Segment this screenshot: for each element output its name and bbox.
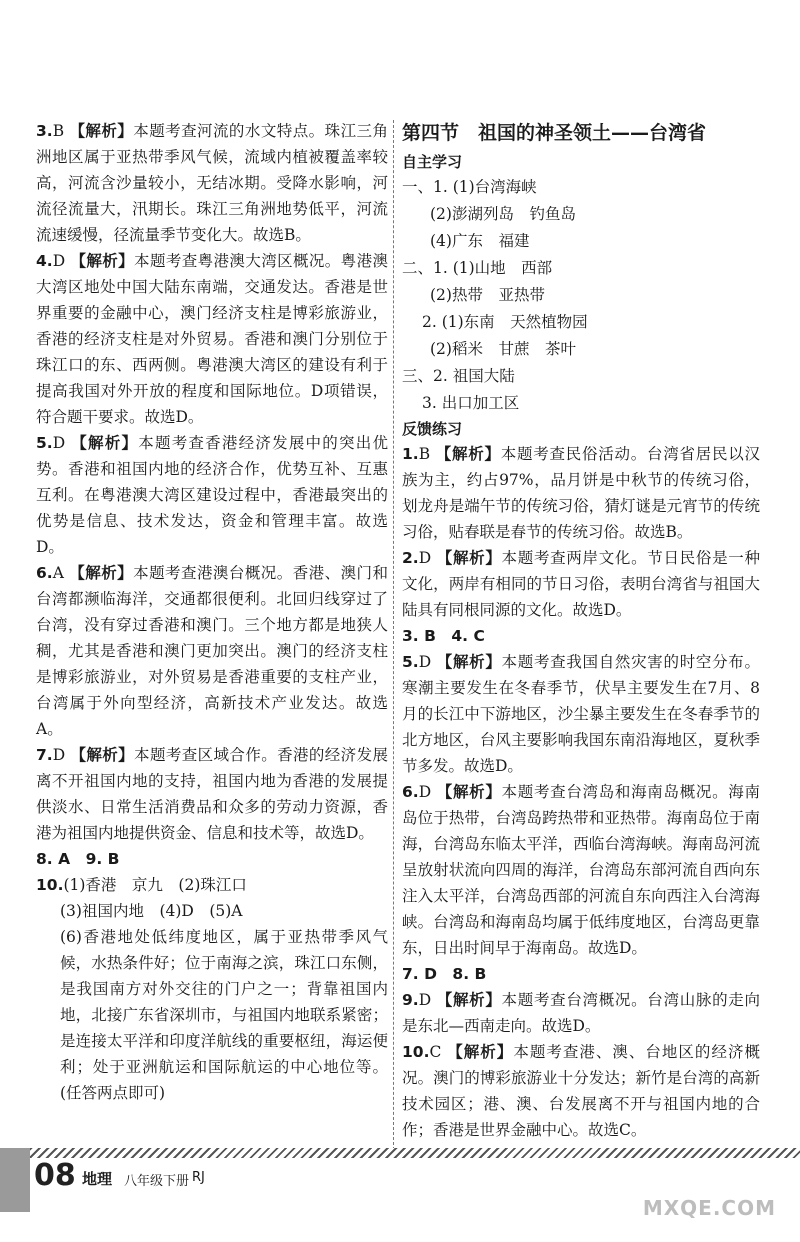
analysis-text: 本题考查两岸文化。节日民俗是一种文化，两岸有相同的节日习俗，表明台湾省与祖国大陆具有同根同源的文化。故选D。	[402, 549, 760, 619]
answer-number: 7.	[36, 746, 53, 764]
answer-number: 1.	[402, 445, 419, 463]
self-study-answer: (2)热带 亚热带	[430, 286, 545, 304]
analysis-tag: 【解析】	[71, 434, 139, 452]
analysis-text: 本题考查粤港澳大湾区概况。粤港澳大湾区地处中国大陆东南端，交通发达。香港是世界重要的金融中心，澳门经济支柱是博彩旅游业，香港的经济支柱是对外贸易。香港和澳门分别位于珠江口的东、西两侧。粤港澳大湾区的建设有利于提高我国对外开放的程度和国际地位。D项错误，符合题干要求。故选D。	[36, 252, 388, 426]
footer-gray-block	[0, 1148, 30, 1212]
analysis-tag: 【解析】	[436, 783, 502, 801]
answer-7	[36, 742, 388, 846]
answer-number: 6.	[402, 783, 419, 801]
analysis-text: 本题考查台湾概况。台湾山脉的走向是东北—西南走向。故选D。	[402, 991, 760, 1035]
answer-choice: D	[418, 653, 432, 671]
analysis-tag: 【解析】	[435, 445, 501, 463]
feedback-answer-6	[402, 779, 760, 961]
analysis-text: 本题考查港澳台概况。香港、澳门和台湾都濒临海洋，交通都很便利。北回归线穿过了台湾，没有穿过香港和澳门。三个地方都是地狭人稠，尤其是香港和澳门更加突出。澳门的经济支柱是博彩旅游业，对外贸易是香港重要的支柱产业，台湾属于外向型经济，高新技术产业发达。故选A。	[36, 564, 388, 738]
self-study-answer: 二、1. (1)山地 西部	[402, 259, 553, 277]
feedback-answer-10	[402, 1039, 760, 1143]
answer-5	[36, 430, 388, 560]
answer-6	[36, 560, 388, 742]
answer-number: 5.	[402, 653, 419, 671]
feedback-answer-7-8: 7. D 8. B	[402, 965, 487, 983]
answer-number: 5.	[36, 434, 53, 452]
feedback-answer-5	[402, 649, 760, 779]
self-study-answer: 3. 出口加工区	[422, 394, 520, 412]
self-study-answer: (2)澎湖列岛 钓鱼岛	[430, 205, 576, 223]
page-number: 08	[34, 1158, 76, 1193]
answer-10-line-2: (3)祖国内地 (4)D (5)A	[60, 902, 243, 920]
footer-edition: RJ	[192, 1170, 205, 1185]
right-column	[402, 118, 760, 1143]
analysis-text: 本题考查香港经济发展中的突出优势。香港和祖国内地的经济合作，优势互补、互惠互利。在粤港澳大湾区建设过程中，香港最突出的优势是信息、技术发达，资金和管理丰富。故选D。	[36, 434, 388, 556]
feedback-answer-1	[402, 441, 760, 545]
answer-10-line-3: (6)香港地处低纬度地区，属于亚热带季风气候，水热条件好；位于南海之滨，珠江口东侧，是我国南方对外交往的门户之一；背靠祖国内地，北接广东省深圳市，与祖国内地联系紧密；是连接太平洋和印度洋航线的重要枢纽，海运便利；处于亚洲航运和国际航运的中心地位等。(任答两点即可)	[60, 928, 388, 1102]
answer-choice: B	[52, 122, 65, 140]
feedback-answer-3-4: 3. B 4. C	[402, 627, 485, 645]
feedback-heading: 反馈练习	[402, 420, 463, 438]
analysis-text: 本题考查台湾岛和海南岛概况。海南岛位于热带，台湾岛跨热带和亚热带。海南岛位于南海，台湾岛东临太平洋，西临台湾海峡。海南岛河流呈放射状流向四周的海洋，台湾岛东部河流自西向东注入太平洋，台湾岛西部的河流自东向西注入台湾海峡。台湾岛和海南岛均属于低纬度地区，台湾岛更靠东，日出时间早于海南岛。故选D。	[402, 783, 760, 957]
answer-choice: A	[52, 564, 64, 582]
answer-number: 9.	[402, 991, 419, 1009]
self-study-answer: (4)广东 福建	[430, 232, 530, 250]
answer-number: 10.	[36, 876, 64, 894]
analysis-tag: 【解析】	[70, 252, 135, 270]
answer-choice: D	[418, 783, 432, 801]
analysis-text: 本题考查河流的水文特点。珠江三角洲地区属于亚热带季风气候，流域内植被覆盖率较高，河流含沙量较小，无结冰期。受降水影响，河流径流量大，汛期长。珠江三角洲地势低平，河流流速缓慢，径流量季节变化大。故选B。	[36, 122, 388, 244]
footer-subject: 地理	[82, 1170, 113, 1188]
answer-3	[36, 118, 388, 248]
answer-8-9: 8. A 9. B	[36, 850, 120, 868]
analysis-tag: 【解析】	[70, 746, 135, 764]
analysis-tag: 【解析】	[69, 122, 134, 140]
answer-choice: D	[418, 549, 432, 567]
analysis-text: 本题考查港、澳、台地区的经济概况。澳门的博彩旅游业十分发达；新竹是台湾的高新技术园区；港、澳、台发展离不开与祖国内地的合作；香港是世界金融中心。故选C。	[402, 1043, 760, 1139]
footer-grade: 八年级下册	[124, 1174, 190, 1189]
analysis-tag: 【解析】	[436, 991, 502, 1009]
analysis-text: 本题考查区域合作。香港的经济发展离不开祖国内地的支持，祖国内地为香港的发展提供淡水、日常生活消费品和众多的劳动力资源，香港为祖国内地提供资金、信息和技术等，故选D。	[36, 746, 388, 842]
analysis-tag: 【解析】	[447, 1043, 514, 1061]
self-study-answer: 三、2. 祖国大陆	[402, 367, 515, 385]
self-study-answer: 2. (1)东南 天然植物园	[422, 313, 588, 331]
answer-choice: D	[52, 252, 66, 270]
column-divider	[393, 120, 394, 1150]
section-title: 第四节 祖国的神圣领土——台湾省	[402, 122, 707, 144]
answer-choice: B	[418, 445, 431, 463]
left-column	[36, 118, 388, 1106]
answer-choice: D	[418, 991, 432, 1009]
answer-4	[36, 248, 388, 430]
answer-10-line-1: (1)香港 京九 (2)珠江口	[63, 876, 247, 894]
analysis-tag: 【解析】	[436, 653, 502, 671]
answer-choice: D	[52, 746, 66, 764]
answer-choice: D	[52, 434, 66, 452]
analysis-tag: 【解析】	[436, 549, 502, 567]
self-study-heading: 自主学习	[402, 153, 463, 171]
answer-number: 6.	[36, 564, 53, 582]
analysis-text: 本题考查民俗活动。台湾省居民以汉族为主，约占97%，品月饼是中秋节的传统习俗，划龙舟是端午节的传统习俗，猜灯谜是元宵节的传统习俗，贴春联是春节的传统习俗。故选B。	[402, 445, 760, 541]
answer-number: 2.	[402, 549, 419, 567]
answer-choice: C	[429, 1043, 442, 1061]
feedback-answer-9	[402, 987, 760, 1039]
answer-10	[36, 872, 388, 1106]
analysis-text: 本题考查我国自然灾害的时空分布。寒潮主要发生在冬春季节，伏旱主要发生在7月、8月的长江中下游地区，沙尘暴主要发生在冬春季节的北方地区，台风主要影响我国东南沿海地区，夏秋季节多发。故选D。	[402, 653, 760, 775]
watermark: MXQE.COM	[642, 1196, 776, 1220]
analysis-tag: 【解析】	[69, 564, 134, 582]
answer-number: 3.	[36, 122, 53, 140]
self-study-answer: (2)稻米 甘蔗 茶叶	[430, 340, 576, 358]
footer-hatch-rule	[30, 1148, 800, 1158]
answer-number: 10.	[402, 1043, 430, 1061]
self-study-answer: 一、1. (1)台湾海峡	[402, 178, 537, 196]
feedback-answer-2	[402, 545, 760, 623]
answer-number: 4.	[36, 252, 53, 270]
